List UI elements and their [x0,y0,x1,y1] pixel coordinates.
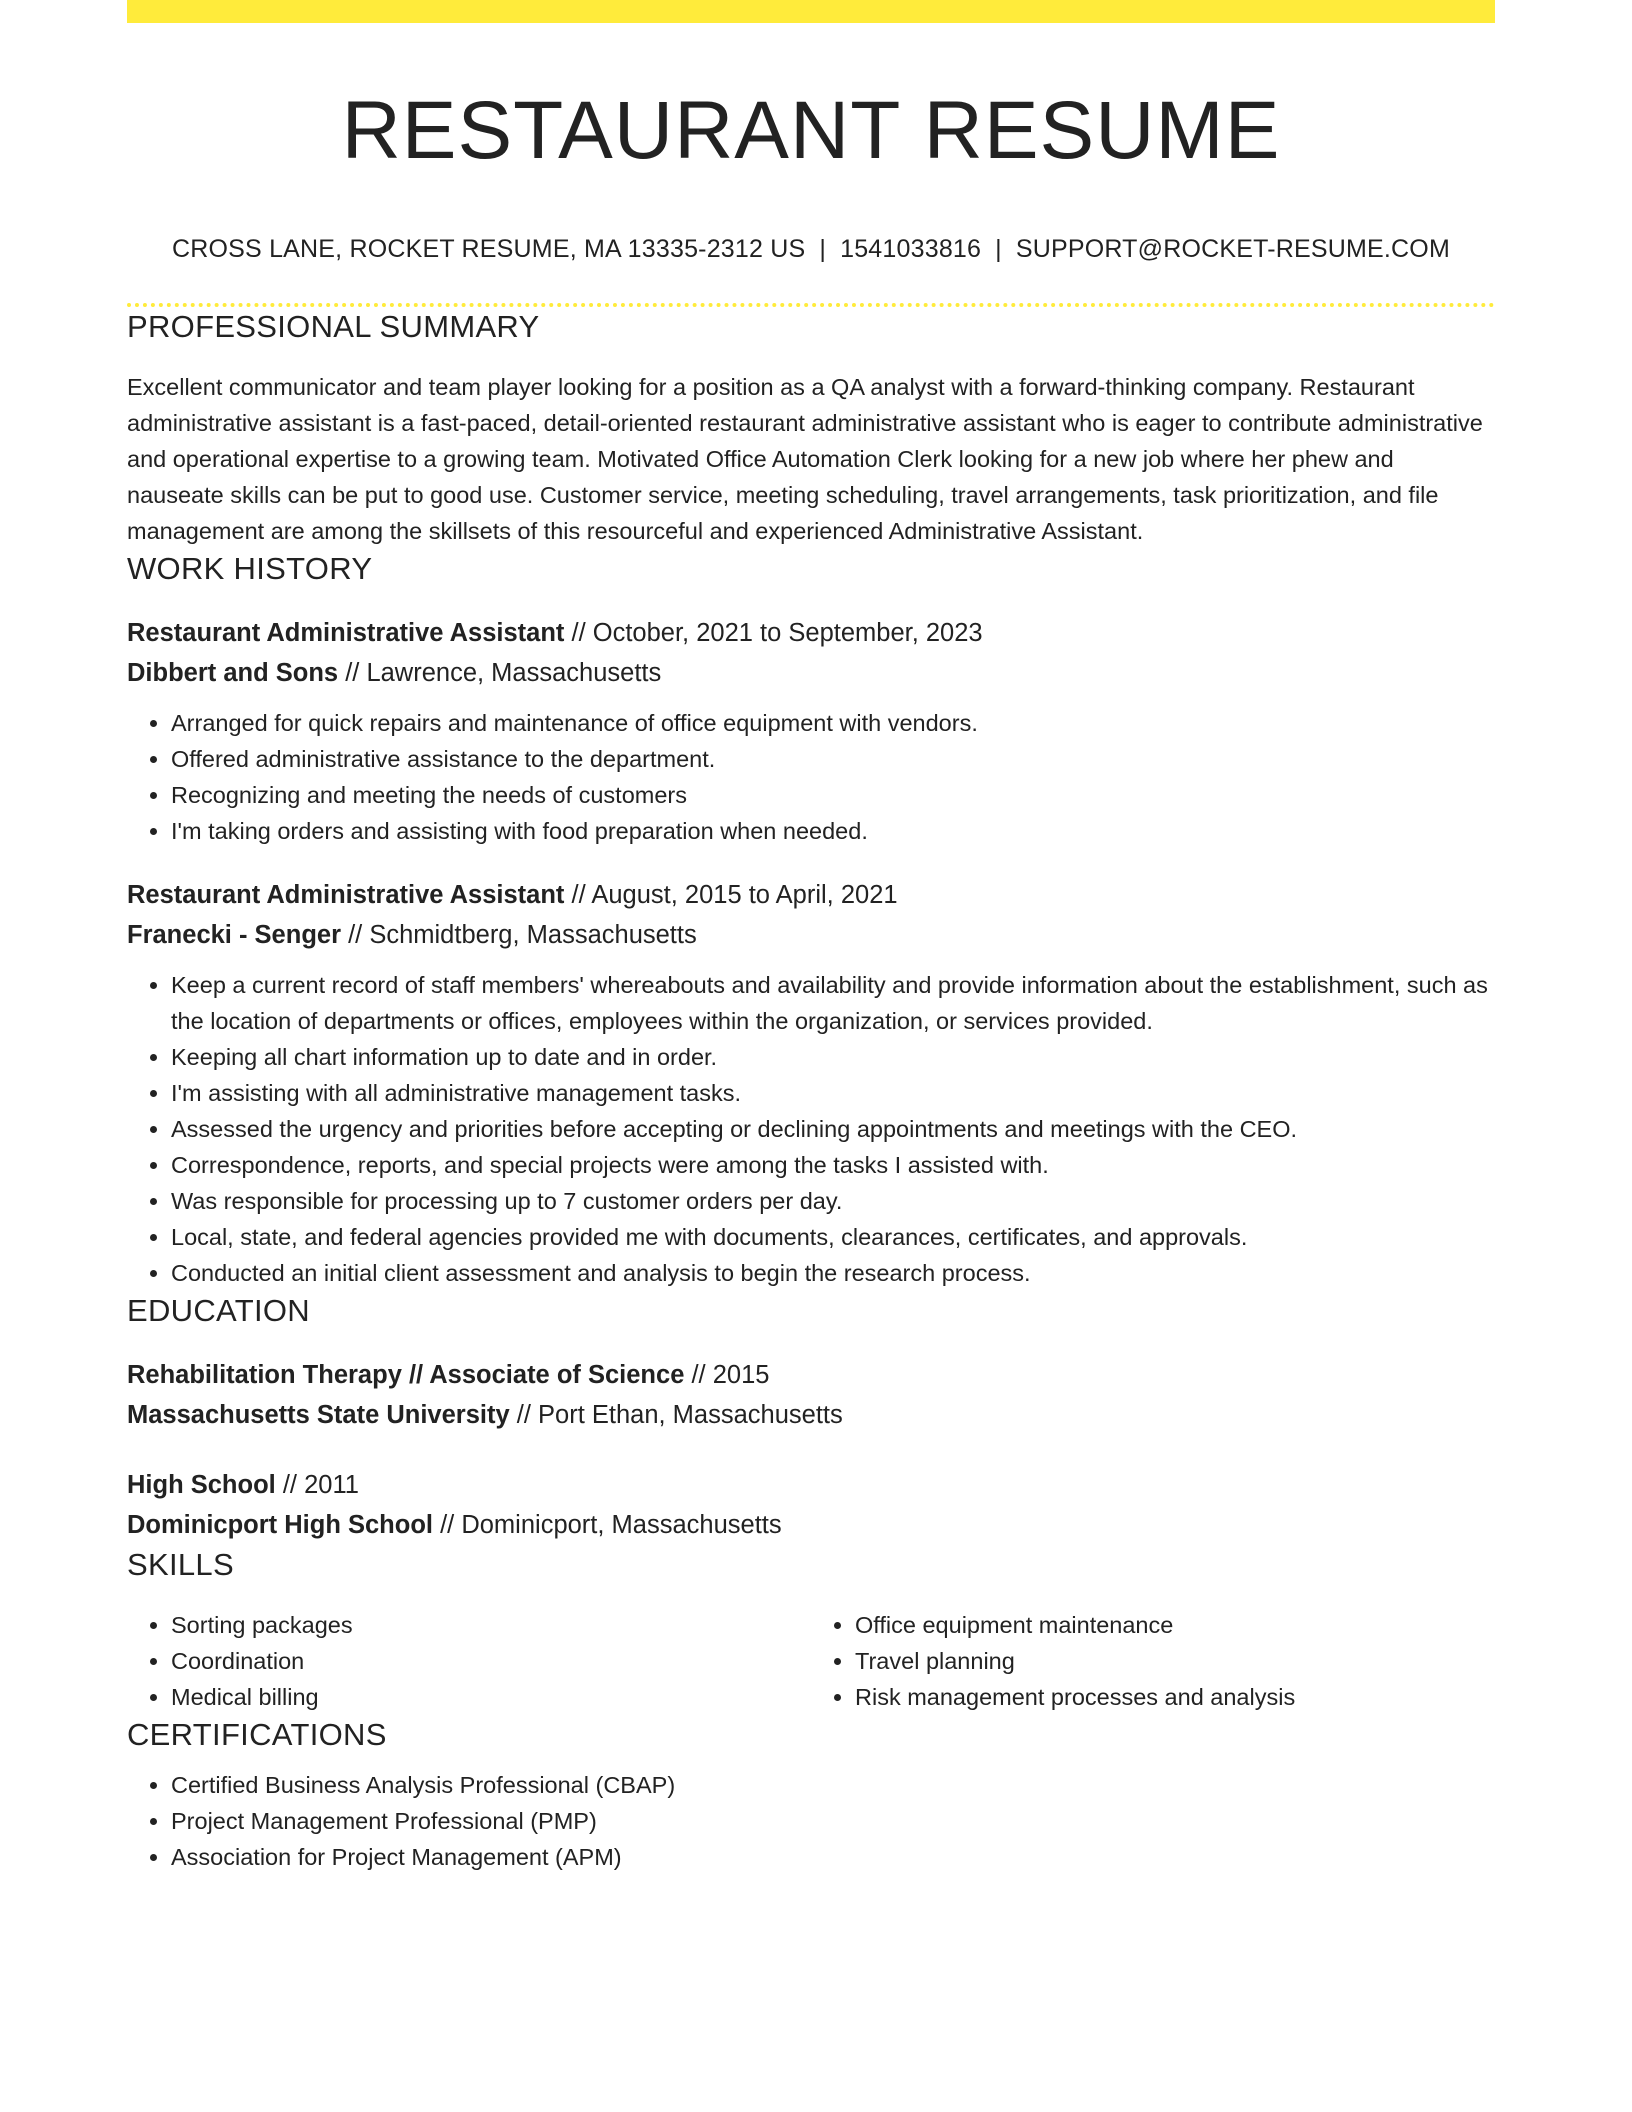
list-item: • Arranged for quick repairs and maintenance of office equipment with vendors. [171,705,1495,741]
skill-item: • Travel planning [855,1643,1495,1679]
accent-bar [127,0,1495,23]
address: CROSS LANE, ROCKET RESUME, MA 13335-2312 US [172,235,806,263]
education-entry [127,1355,1495,1435]
job-role-line [127,613,1495,653]
list-item: • Was responsible for processing up to 7 customer orders per day. [171,1183,1495,1219]
skills-left-column [127,1607,811,1715]
job-company-line [127,653,1495,693]
skill-item: • Office equipment maintenance [855,1607,1495,1643]
skills-grid [127,1607,1495,1715]
contact-line [127,233,1495,265]
skills-heading: SKILLS [127,1547,234,1582]
education-heading: EDUCATION [127,1293,310,1328]
job-company: Franecki - Senger [127,921,341,949]
list-item: • Keeping all chart information up to date and in order. [171,1039,1495,1075]
skill-item: • Medical billing [171,1679,811,1715]
education-degree: Rehabilitation Therapy // Associate of Science [127,1361,685,1389]
skill-item: • Risk management processes and analysis [855,1679,1495,1715]
education-school: Dominicport High School [127,1511,433,1539]
job-location: // Lawrence, Massachusetts [338,659,662,687]
certification-item: • Association for Project Management (APM) [171,1839,1495,1875]
list-item: • Local, state, and federal agencies provided me with documents, clearances, certificates, and approvals. [171,1219,1495,1255]
job-dates: // August, 2015 to April, 2021 [564,881,898,909]
job-bullets [127,967,1495,1291]
list-item: • I'm assisting with all administrative management tasks. [171,1075,1495,1111]
list-item: • Correspondence, reports, and special projects were among the tasks I assisted with. [171,1147,1495,1183]
job-bullets [127,705,1495,849]
education-school: Massachusetts State University [127,1401,510,1429]
education-year: // 2015 [684,1361,770,1389]
job-role-line [127,875,1495,915]
list-item: • Assessed the urgency and priorities before accepting or declining appointments and meetings with the CEO. [171,1111,1495,1147]
certifications-heading: CERTIFICATIONS [127,1717,387,1752]
certifications-list [127,1767,1495,1875]
education-school-line [127,1505,1495,1545]
skill-item: • Coordination [171,1643,811,1679]
education-entry [127,1465,1495,1545]
list-item: • Conducted an initial client assessment and analysis to begin the research process. [171,1255,1495,1291]
summary-text: Excellent communicator and team player looking for a position as a QA analyst with a forward-thinking company. Restaurant administrative assistant is a fast-paced, detail-oriented restaurant administrative assistant who is eager to contribute administrative and operational expertise to a growing team. Motivated Office Automation Clerk looking for a new job where her phew and nauseate skills can be put to good use. Customer service, meeting scheduling, travel arrangements, task prioritization, and file management are among the skillsets of this resourceful and experienced Administrative Assistant. [127,374,1483,544]
work-history-heading: WORK HISTORY [127,551,373,586]
contact-separator: | [819,235,827,263]
education-degree-line [127,1355,1495,1395]
education-year: // 2011 [275,1471,359,1499]
list-item: • I'm taking orders and assisting with food preparation when needed. [171,813,1495,849]
resume-title: RESTAURANT RESUME [341,85,1281,176]
job-role: Restaurant Administrative Assistant [127,619,565,647]
skills-right-column [811,1607,1495,1715]
job-entry [127,875,1495,1291]
job-location: // Schmidtberg, Massachusetts [341,921,697,949]
certification-item: • Certified Business Analysis Professional (CBAP) [171,1767,1495,1803]
email: SUPPORT@ROCKET-RESUME.COM [1015,235,1450,263]
contact-separator: | [995,235,1002,263]
resume-page [127,0,1495,1875]
job-entry [127,613,1495,849]
list-item: • Recognizing and meeting the needs of customers [171,777,1495,813]
job-company: Dibbert and Sons [127,659,339,687]
education-location: // Dominicport, Massachusetts [433,1511,782,1539]
list-item: • Keep a current record of staff members' whereabouts and availability and provide information about the establishment, such as the location of departments or offices, employees within the organization, or services provided. [171,967,1495,1039]
list-item: • Offered administrative assistance to the department. [171,741,1495,777]
job-role: Restaurant Administrative Assistant [127,881,565,909]
education-degree: High School [127,1471,276,1499]
job-company-line [127,915,1495,955]
summary-heading: PROFESSIONAL SUMMARY [127,309,540,344]
job-dates: // October, 2021 to September, 2023 [564,619,983,647]
certification-item: • Project Management Professional (PMP) [171,1803,1495,1839]
education-location: // Port Ethan, Massachusetts [509,1401,843,1429]
education-school-line [127,1395,1495,1435]
phone: 1541033816 [840,235,982,263]
skill-item: • Sorting packages [171,1607,811,1643]
education-degree-line [127,1465,1495,1505]
